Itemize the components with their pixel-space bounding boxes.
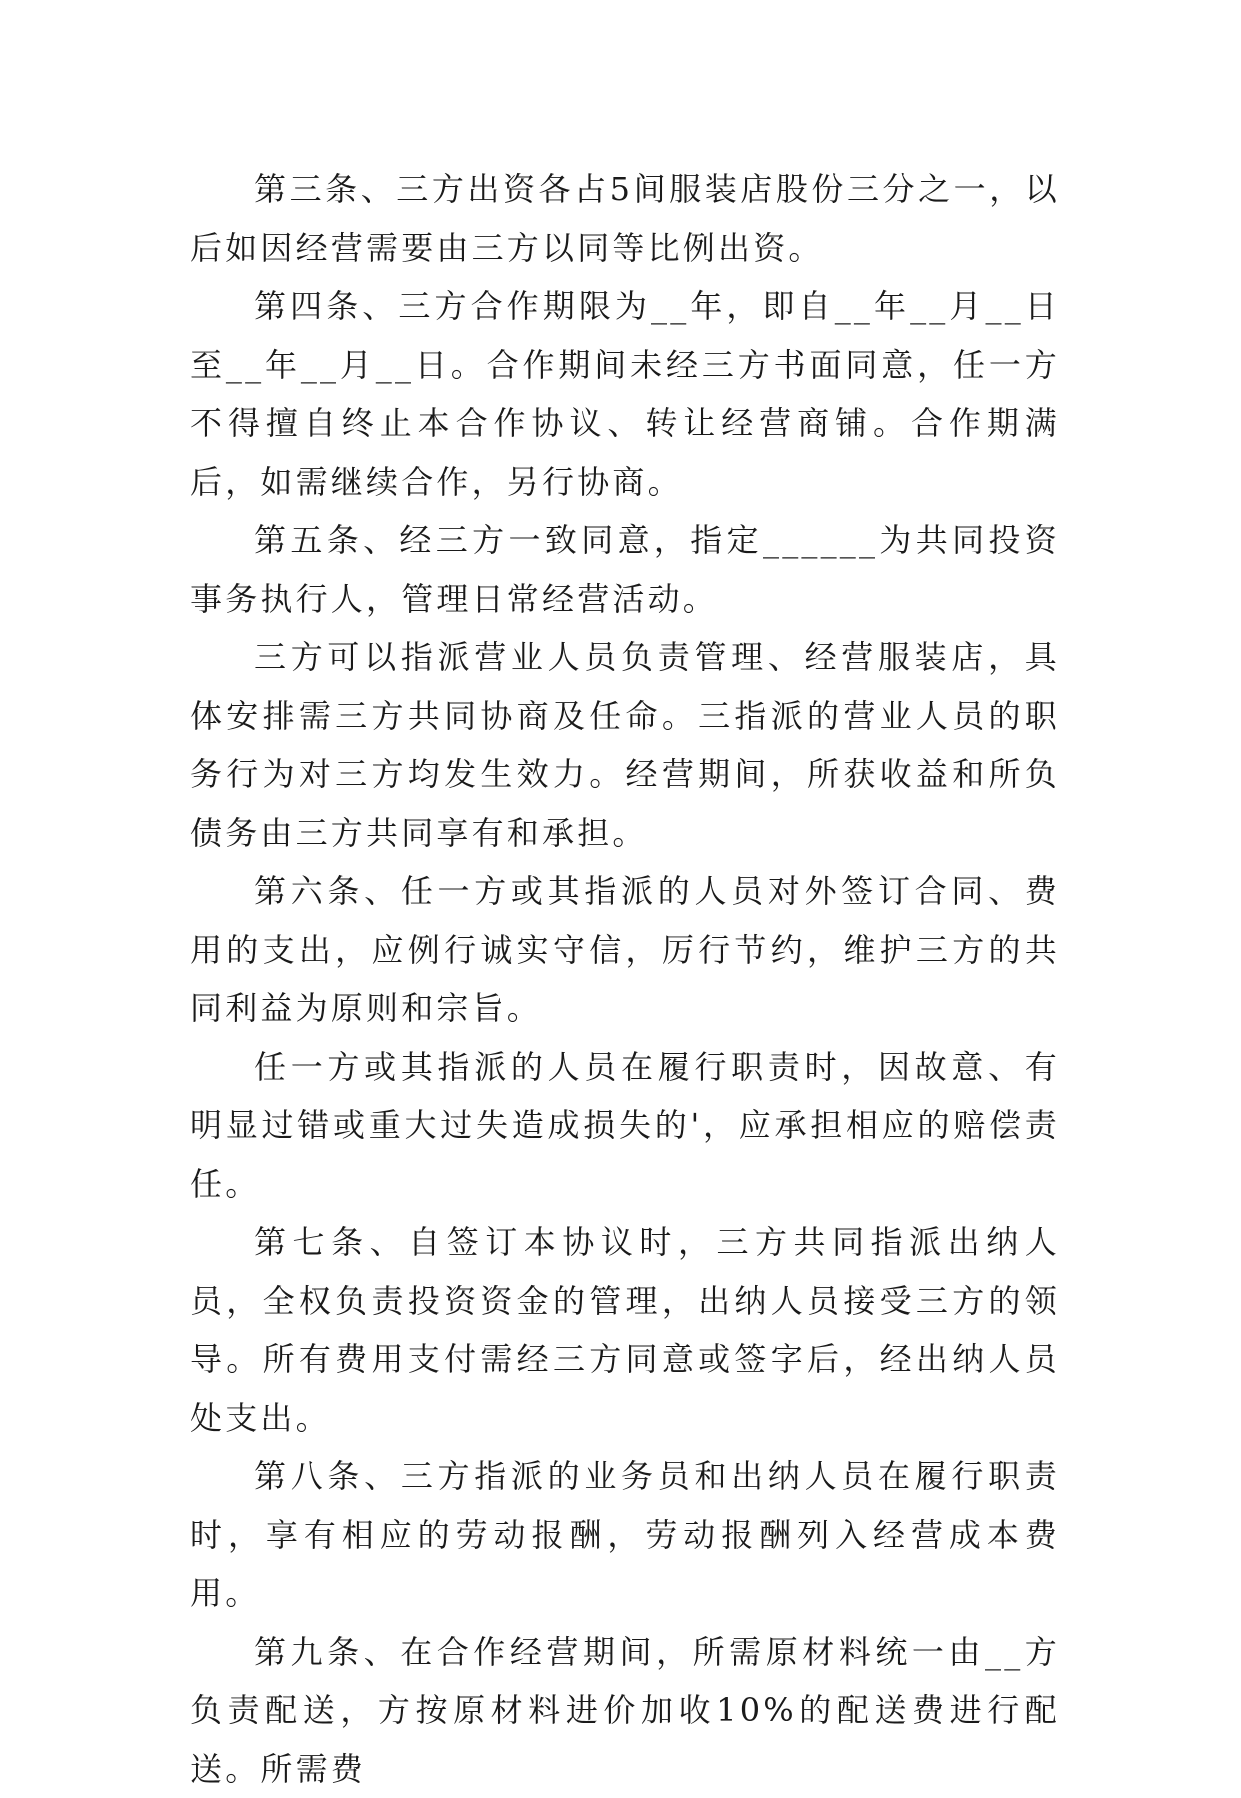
clause-5-detail-paragraph: 三方可以指派营业人员负责管理、经营服装店，具体安排需三方共同协商及任命。三指派的营业人员的职务行为对三方均发生效力。经营期间，所获收益和所负债务由三方共同享有和承担。 xyxy=(190,628,1060,862)
clause-6-detail-paragraph: 任一方或其指派的人员在履行职责时，因故意、有明显过错或重大过失造成损失的'，应承担相应的赔偿责任。 xyxy=(190,1038,1060,1214)
clause-9-paragraph: 第九条、在合作经营期间，所需原材料统一由__方负责配送，方按原材料进价加收10%的配送费进行配送。所需费 xyxy=(190,1623,1060,1798)
clause-6-paragraph: 第六条、任一方或其指派的人员对外签订合同、费用的支出，应例行诚实守信，厉行节约，维护三方的共同利益为原则和宗旨。 xyxy=(190,862,1060,1038)
clause-5-paragraph: 第五条、经三方一致同意，指定______为共同投资事务执行人，管理日常经营活动。 xyxy=(190,511,1060,628)
clause-8-paragraph: 第八条、三方指派的业务员和出纳人员在履行职责时，享有相应的劳动报酬，劳动报酬列入经营成本费用。 xyxy=(190,1447,1060,1623)
clause-4-paragraph: 第四条、三方合作期限为__年，即自__年__月__日至__年__月__日。合作期间未经三方书面同意，任一方不得擅自终止本合作协议、转让经营商铺。合作期满后，如需继续合作，另行协商。 xyxy=(190,277,1060,511)
clause-3-paragraph: 第三条、三方出资各占5间服装店股份三分之一，以后如因经营需要由三方以同等比例出资。 xyxy=(190,160,1060,277)
clause-7-paragraph: 第七条、自签订本协议时，三方共同指派出纳人员，全权负责投资资金的管理，出纳人员接受三方的领导。所有费用支付需经三方同意或签字后，经出纳人员处支出。 xyxy=(190,1213,1060,1447)
agreement-body xyxy=(190,160,1060,1798)
